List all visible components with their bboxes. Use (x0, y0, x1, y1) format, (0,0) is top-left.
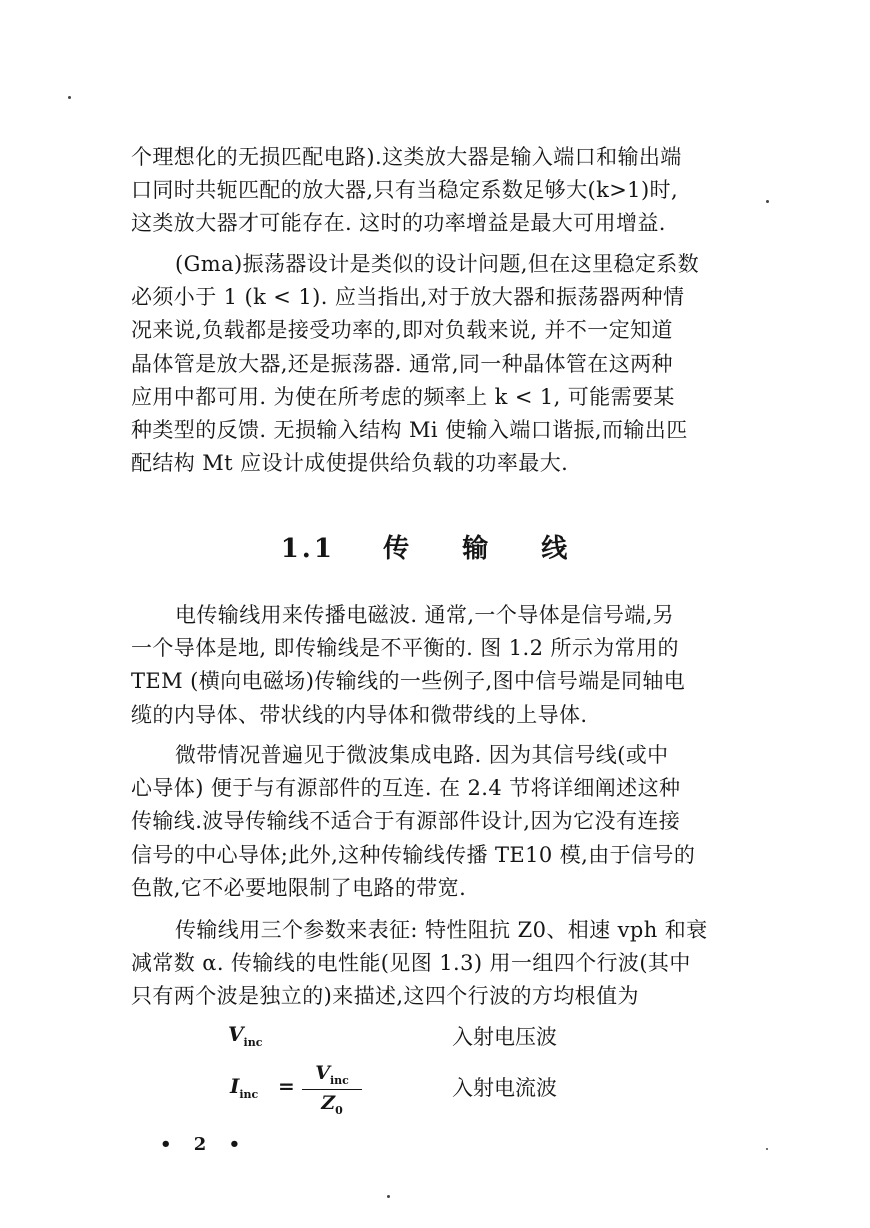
text-line: 微带情况普遍见于微波集成电路. 因为其信号线(或中 (175, 743, 669, 767)
voltage-label: 入射电压波 (452, 1025, 557, 1049)
section-number: 1.1 (280, 534, 335, 564)
section-title: 传 输 线 (383, 534, 590, 564)
scan-speck (68, 96, 71, 99)
text-line: 配结构 Mt 应设计成使提供给负载的功率最大. (131, 451, 569, 476)
text-line: 心导体) 便于与有源部件的互连. 在 2.4 节将详细阐述这种 (131, 776, 681, 801)
body-paragraph-1 (131, 599, 767, 732)
text-line: 一个导体是地, 即传输线是不平衡的. 图 1.2 所示为常用的 (131, 636, 679, 661)
current-label: 入射电流波 (452, 1076, 557, 1100)
current-symbol: $I_{inc}$ (230, 1074, 259, 1101)
text-line: 必须小于 1 (k < 1). 应当指出,对于放大器和振荡器两种情 (131, 285, 685, 310)
text-line: 个理想化的无损匹配电路).这类放大器是输入端口和输出端 (131, 145, 682, 169)
text-line: 缆的内导体、带状线的内导体和微带线的上导体. (131, 702, 588, 727)
current-fraction (302, 1062, 362, 1117)
body-paragraph-2 (131, 739, 767, 905)
scan-speck (387, 1195, 390, 1198)
text-line: 色散,它不必要地限制了电路的带宽. (131, 875, 467, 900)
text-line: 这类放大器才可能存在. 这时的功率增益是最大可用增益. (131, 211, 666, 236)
equals-sign: = (278, 1074, 295, 1098)
page-number: • 2 • (160, 1134, 249, 1155)
text-line: 信号的中心导体;此外,这种传输线传播 TE10 模,由于信号的 (131, 842, 696, 867)
voltage-symbol: $V_{inc}$ (228, 1022, 263, 1049)
text-line: 晶体管是放大器,还是振荡器. 通常,同一种晶体管在这两种 (131, 351, 673, 376)
body-paragraph-3 (131, 914, 767, 1014)
text-line: 传输线.波导传输线不适合于有源部件设计,因为它没有连接 (131, 809, 681, 834)
scan-speck (766, 1148, 768, 1150)
text-line: 传输线用三个参数来表征: 特性阻抗 Z0、相速 vph 和衰 (175, 918, 708, 942)
text-line: 种类型的反馈. 无损输入结构 Mi 使输入端口谐振,而输出匹 (131, 418, 688, 443)
text-line: 减常数 α. 传输线的电性能(见图 1.3) 用一组四个行波(其中 (131, 951, 691, 976)
section-heading (0, 528, 870, 565)
text-line: 电传输线用来传播电磁波. 通常,一个导体是信号端,另 (175, 603, 675, 627)
fraction-numerator: $V_{inc}$ (302, 1062, 362, 1090)
intro-paragraph (131, 141, 767, 241)
fraction-denominator: $Z_0$ (321, 1091, 343, 1117)
text-line: 只有两个波是独立的)来描述,这四个行波的方均根值为 (131, 984, 639, 1009)
text-line: (Gma)振荡器设计是类似的设计问题,但在这里稳定系数 (175, 252, 700, 276)
scan-speck (766, 200, 769, 203)
text-line: TEM (横向电磁场)传输线的一些例子,图中信号端是同轴电 (131, 669, 686, 694)
text-line: 况来说,负载都是接受功率的,即对负载来说, 并不一定知道 (131, 318, 673, 343)
text-line: 口同时共轭匹配的放大器,只有当稳定系数足够大(k>1)时, (131, 178, 679, 203)
text-line: 应用中都可用. 为使在所考虑的频率上 k < 1, 可能需要某 (131, 384, 675, 409)
oscillator-paragraph (131, 248, 767, 480)
